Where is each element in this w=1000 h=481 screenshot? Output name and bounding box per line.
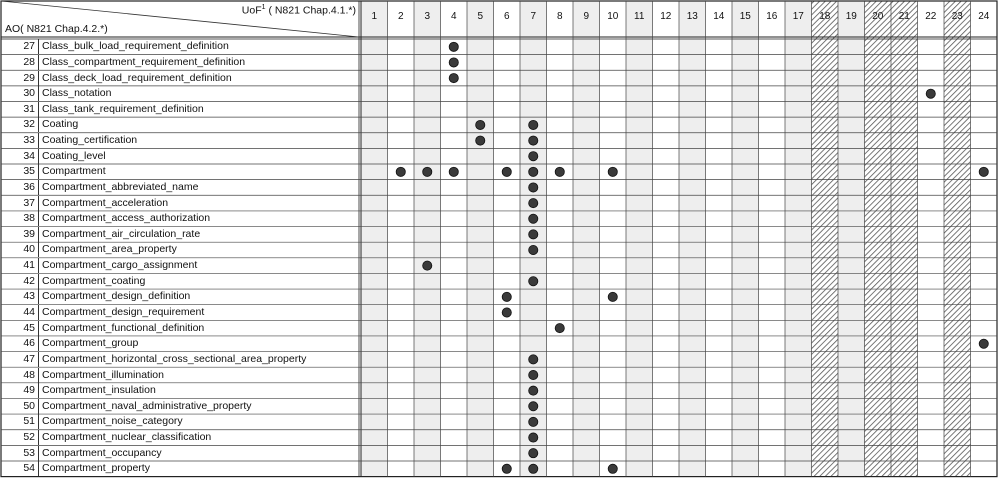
mark-dot [476, 120, 485, 129]
row-number: 49 [2, 383, 39, 398]
column-shade-15 [732, 1, 759, 477]
column-header-12: 12 [660, 11, 672, 22]
mark-dot [423, 261, 432, 270]
row-number: 53 [2, 446, 39, 461]
row-number: 42 [2, 274, 39, 289]
mark-dot [502, 308, 511, 317]
row-label [2, 430, 211, 445]
row-number: 41 [2, 258, 39, 273]
row-number: 47 [2, 352, 39, 367]
mark-dot [529, 277, 538, 286]
row-label [2, 133, 137, 148]
mark-dot [529, 386, 538, 395]
mark-dot [608, 292, 617, 301]
mark-dot [608, 167, 617, 176]
column-shade-1 [361, 1, 388, 477]
row-label [2, 336, 138, 351]
mark-dot [423, 167, 432, 176]
column-shade-17 [785, 1, 812, 477]
row-name: Compartment_insulation [42, 384, 156, 397]
mark-dot [529, 402, 538, 411]
mark-dot [529, 183, 538, 192]
column-header-11: 11 [634, 11, 645, 22]
row-number: 36 [2, 180, 39, 195]
column-shade-3 [414, 1, 441, 477]
row-name: Compartment_area_property [42, 243, 177, 256]
row-label [2, 86, 111, 101]
row-number: 44 [2, 305, 39, 320]
row-label [2, 305, 204, 320]
row-label [2, 461, 150, 476]
row-number: 46 [2, 336, 39, 351]
mark-dot [476, 136, 485, 145]
row-label [2, 149, 106, 164]
row-name: Compartment_naval_administrative_property [42, 399, 252, 412]
row-name: Compartment_design_definition [42, 290, 191, 303]
row-number: 27 [2, 39, 39, 54]
column-header-13: 13 [686, 11, 698, 22]
row-label [2, 399, 252, 414]
mark-dot [449, 73, 458, 82]
mark-dot [529, 355, 538, 364]
mark-dot [502, 464, 511, 473]
column-shade-19 [838, 1, 865, 477]
column-header-9: 9 [583, 11, 590, 22]
row-label [2, 289, 190, 304]
row-name: Compartment_access_authorization [42, 212, 211, 225]
column-header-18: 18 [819, 11, 831, 22]
mark-dot [529, 417, 538, 426]
column-shade-23 [944, 1, 971, 477]
row-name: Compartment_noise_category [42, 415, 183, 428]
row-name: Compartment_air_circulation_rate [42, 227, 201, 240]
row-number: 37 [2, 196, 39, 211]
column-shade-18 [812, 1, 839, 477]
row-name: Compartment_horizontal_cross_sectional_area_property [42, 352, 307, 365]
column-header-19: 19 [845, 11, 857, 22]
mark-dot [529, 449, 538, 458]
mark-dot [979, 339, 988, 348]
mark-dot [529, 245, 538, 254]
row-name: Compartment_abbreviated_name [42, 180, 199, 193]
column-header-16: 16 [766, 11, 778, 22]
column-header-22: 22 [925, 11, 937, 22]
mark-dot [449, 167, 458, 176]
column-header-1: 1 [371, 11, 378, 22]
row-number: 35 [2, 164, 39, 179]
uof-header-label: UoF$^1$ ( N821 Chap.4.1.*) [241, 4, 356, 17]
mark-dot [926, 89, 935, 98]
row-name: Class_notation [42, 87, 112, 100]
column-header-20: 20 [872, 11, 884, 22]
row-label [2, 71, 232, 86]
column-header-3: 3 [424, 11, 431, 22]
column-header-2: 2 [397, 11, 404, 22]
row-number: 34 [2, 149, 39, 164]
row-name: Coating_level [42, 149, 106, 162]
mark-dot [555, 324, 564, 333]
header-corner-cell [2, 2, 360, 37]
mark-dot [502, 167, 511, 176]
row-label [2, 258, 197, 273]
row-name: Compartment_illumination [42, 368, 164, 381]
row-label [2, 321, 204, 336]
column-shade-20 [865, 1, 892, 477]
row-label [2, 102, 204, 117]
row-label [2, 39, 229, 54]
mark-dot [529, 433, 538, 442]
row-label [2, 164, 106, 179]
row-label [2, 242, 177, 257]
row-name: Compartment_nuclear_classification [42, 431, 212, 443]
row-label [2, 274, 145, 289]
row-name: Compartment_occupancy [42, 446, 162, 459]
column-header-6: 6 [503, 11, 510, 22]
column-header-5: 5 [477, 11, 484, 22]
row-name: Class_deck_load_requirement_definition [42, 71, 232, 84]
row-name: Class_compartment_requirement_definition [42, 55, 246, 68]
mark-dot [529, 136, 538, 145]
column-header-7: 7 [530, 11, 537, 22]
mark-dot [529, 120, 538, 129]
row-number: 43 [2, 289, 39, 304]
row-label [2, 180, 198, 195]
row-number: 54 [2, 461, 39, 476]
row-number: 52 [2, 430, 39, 445]
mark-dot [555, 167, 564, 176]
row-number: 30 [2, 86, 39, 101]
mark-dot [529, 464, 538, 473]
row-name: Compartment_design_requirement [42, 305, 205, 318]
row-number: 29 [2, 71, 39, 86]
row-label [2, 368, 164, 383]
column-header-21: 21 [898, 11, 910, 22]
mark-dot [396, 167, 405, 176]
row-label [2, 352, 306, 367]
row-label [2, 196, 168, 211]
column-header-8: 8 [556, 11, 563, 22]
column-header-17: 17 [792, 11, 804, 22]
row-name: Compartment_cargo_assignment [42, 259, 198, 272]
column-header-14: 14 [713, 11, 725, 22]
row-label [2, 446, 162, 461]
column-shade-9 [573, 1, 600, 477]
column-shade-11 [626, 1, 653, 477]
row-name: Compartment_property [42, 462, 150, 475]
row-name: Compartment_coating [42, 274, 146, 287]
row-name: Compartment [42, 165, 106, 178]
column-shade-21 [891, 1, 918, 477]
row-number: 40 [2, 242, 39, 257]
mark-dot [449, 58, 458, 67]
row-name: Compartment_acceleration [42, 196, 169, 209]
mark-dot [529, 230, 538, 239]
row-name: Class_tank_requirement_definition [42, 102, 204, 115]
row-number: 48 [2, 368, 39, 383]
row-number: 51 [2, 414, 39, 429]
mark-dot [529, 370, 538, 379]
ao-header-label: AO( N821 Chap.4.2.*) [5, 23, 108, 35]
mark-dot [529, 167, 538, 176]
row-label [2, 414, 183, 429]
mark-dot [449, 42, 458, 51]
mark-dot [529, 199, 538, 208]
column-header-4: 4 [450, 11, 457, 22]
column-header-10: 10 [607, 11, 619, 22]
mark-dot [529, 214, 538, 223]
row-name: Compartment_functional_definition [42, 321, 205, 334]
row-name: Coating [42, 118, 79, 131]
column-header-15: 15 [739, 11, 751, 22]
row-number: 33 [2, 133, 39, 148]
column-header-23: 23 [951, 11, 963, 22]
row-number: 32 [2, 117, 39, 132]
row-name: Class_bulk_load_requirement_definition [42, 40, 229, 53]
row-number: 45 [2, 321, 39, 336]
row-number: 39 [2, 227, 39, 242]
mark-dot [529, 152, 538, 161]
row-number: 38 [2, 211, 39, 226]
row-label [2, 55, 245, 70]
row-number: 28 [2, 55, 39, 70]
mark-dot [502, 292, 511, 301]
column-header-24: 24 [978, 11, 990, 22]
row-number: 31 [2, 102, 39, 117]
row-label [2, 211, 210, 226]
mark-dot [979, 167, 988, 176]
column-shade-5 [467, 1, 494, 477]
row-label [2, 383, 156, 398]
mark-dot [608, 464, 617, 473]
row-label [2, 117, 78, 132]
row-name: Compartment_group [42, 337, 139, 350]
row-name: Coating_certification [42, 134, 138, 147]
column-shade-13 [679, 1, 706, 477]
row-number: 50 [2, 399, 39, 414]
row-label [2, 227, 200, 242]
